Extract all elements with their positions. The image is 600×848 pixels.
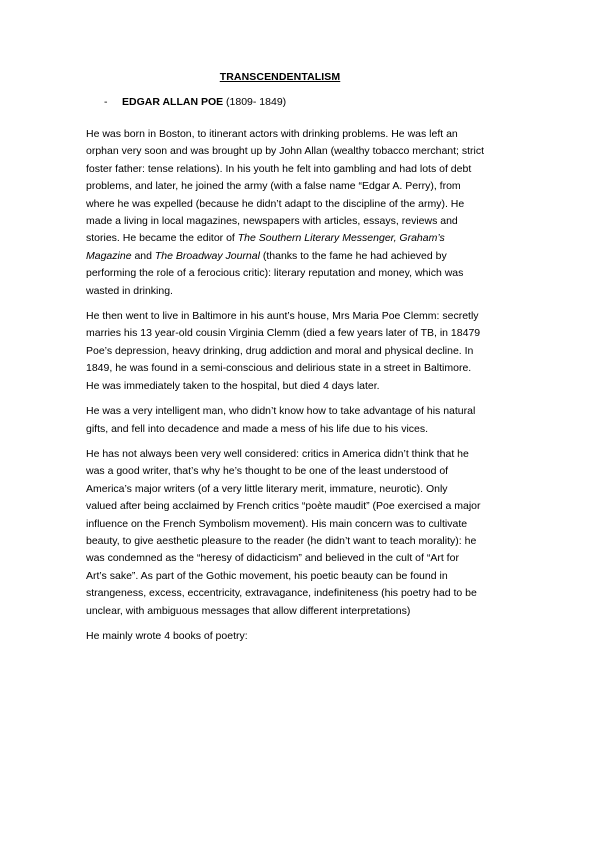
text-line: He mainly wrote 4 books of poetry: xyxy=(86,629,248,642)
text-line: He was born in Boston, to itinerant actors with drinking problems. He was left an xyxy=(86,128,458,140)
publication-title: The Broadway Journal xyxy=(154,249,260,262)
text-line: He was immediately taken to the hospital, but died 4 days later. xyxy=(86,379,380,392)
text-line: Poe’s depression, heavy drinking, drug addiction and moral and physical decline. In xyxy=(86,344,474,357)
text-line: wasted in drinking. xyxy=(86,284,173,297)
text-line: He has not always been very well considered: critics in America didn’t think that he xyxy=(86,447,469,460)
text-line: He then went to live in Baltimore in his aunt’s house, Mrs Maria Poe Clemm: secretly xyxy=(86,310,479,323)
text-line xyxy=(86,248,518,265)
text-line: orphan very soon and was brought up by John Allan (wealthy tobacco merchant; strict xyxy=(86,145,485,158)
text-line: gifts, and fell into decadence and made a mess of his life due to his vices. xyxy=(86,422,429,435)
document-body xyxy=(86,126,518,653)
text-line: America’s major writers (of a very little literary merit, immature, neurotic). Only xyxy=(86,482,448,495)
text-line: Art’s sake”. As part of the Gothic movement, his poetic beauty can be found in xyxy=(86,569,448,582)
text-line: problems, and later, he joined the army (with a false name “Edgar A. Perry), from xyxy=(86,180,461,193)
paragraph-baltimore xyxy=(86,308,518,395)
paragraph-reception xyxy=(86,446,518,620)
text-line: strangeness, excess, eccentricity, extravagance, indefiniteness (his poetry had to be xyxy=(86,587,477,600)
text-line: He was a very intelligent man, who didn’t know how to take advantage of his natural xyxy=(86,405,476,418)
text-run: and xyxy=(131,249,155,262)
text-line: influence on the French Symbolism movement). His main concern was to cultivate xyxy=(86,517,468,530)
text-line: was a good writer, that’s why he’s thought to be one of the least understood of xyxy=(86,465,449,478)
text-line: marries his 13 year-old cousin Virginia Clemm (died a few years later of TB, in 18479 xyxy=(86,327,481,340)
author-dates: (1809- 1849) xyxy=(223,96,287,108)
text-run: stories. He became the editor of xyxy=(86,232,238,245)
bullet-dash: - xyxy=(104,96,108,108)
paragraph-poetry xyxy=(86,628,518,645)
text-line: was condemned as the “heresy of didacticism” and believed in the cult of “Art for xyxy=(86,552,459,565)
publication-titles: The Southern Literary Messenger, Graham’s xyxy=(237,232,445,245)
text-line: where he was expelled (because he didn’t adapt to the discipline of the army). He xyxy=(86,197,465,210)
paragraph-character xyxy=(86,403,518,438)
text-line: made a living in local magazines, newspapers with articles, essays, reviews and xyxy=(86,215,458,228)
text-line: unclear, with ambiguous messages that allow different interpretations) xyxy=(86,604,411,617)
text-line: beauty, to give aesthetic pleasure to the reader (he didn’t want to teach morality): he xyxy=(86,534,477,547)
author-heading xyxy=(104,96,286,108)
author-name: EDGAR ALLAN POE xyxy=(122,96,224,108)
publication-title: Magazine xyxy=(86,249,132,262)
text-line: foster father: tense relations). In his youth he felt into gambling and had lots of debt xyxy=(86,162,472,175)
paragraph-biography xyxy=(86,126,518,300)
page-title: TRANSCENDENTALISM xyxy=(219,71,341,83)
text-run: (thanks to the fame he had achieved by xyxy=(259,249,447,262)
text-line: 1849, he was found in a semi-conscious and delirious state in a street in Baltimore. xyxy=(86,362,472,375)
text-line xyxy=(86,230,518,247)
text-line: valued after being acclaimed by French critics “poète maudit” (Poe exercised a major xyxy=(86,500,481,513)
text-line: performing the role of a ferocious critic): literary reputation and money, which was xyxy=(86,267,464,280)
